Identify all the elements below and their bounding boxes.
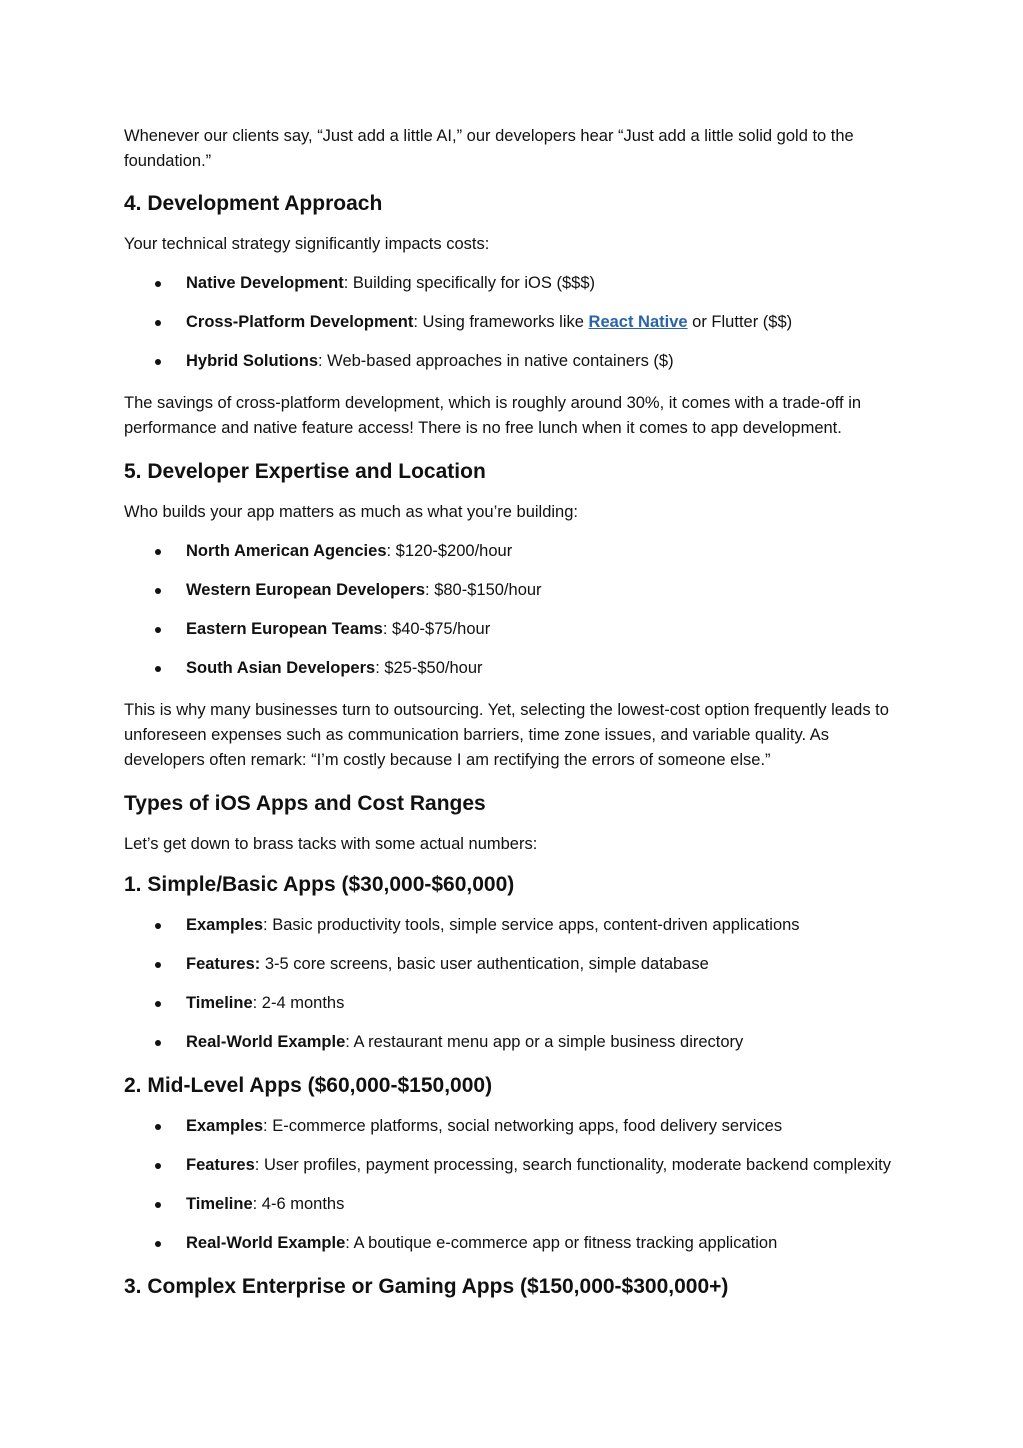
section-lead: Your technical strategy significantly impacts costs: — [124, 235, 490, 253]
list-item — [124, 656, 914, 681]
item-text: : $80-$150/hour — [425, 581, 542, 599]
bullet-icon — [155, 1124, 161, 1130]
bullet-icon — [155, 1040, 161, 1046]
list-item — [124, 991, 914, 1016]
bullet-icon — [155, 588, 161, 594]
item-label: Timeline — [186, 994, 253, 1012]
item-text: : E-commerce platforms, social networking apps, food delivery services — [263, 1117, 783, 1135]
item-text: : Using frameworks like — [413, 313, 589, 331]
list-item — [124, 913, 914, 938]
bullet-icon — [155, 1202, 161, 1208]
intro-paragraph: Whenever our clients say, “Just add a little AI,” our developers hear “Just add a little solid gold to the foundation.” — [124, 127, 854, 170]
section-heading-app-types: Types of iOS Apps and Cost Ranges — [124, 792, 486, 815]
list-item — [124, 349, 914, 374]
item-label: Examples — [186, 916, 264, 934]
section-heading-developer-expertise: 5. Developer Expertise and Location — [124, 460, 486, 483]
react-native-link[interactable]: React Native — [588, 313, 688, 331]
bullet-icon — [155, 1001, 161, 1007]
bullet-icon — [155, 320, 161, 326]
item-label: Western European Developers — [186, 581, 426, 599]
section-heading-mid-level-apps: 2. Mid-Level Apps ($60,000-$150,000) — [124, 1074, 493, 1097]
section-lead: Let’s get down to brass tacks with some actual numbers: — [124, 835, 538, 853]
item-text: : User profiles, payment processing, search functionality, moderate backend complexity — [254, 1156, 891, 1174]
list-item — [124, 1030, 914, 1055]
item-label: North American Agencies — [186, 542, 387, 560]
item-text: : Basic productivity tools, simple service apps, content-driven applications — [263, 916, 800, 934]
item-text: or Flutter ($$) — [687, 313, 793, 331]
item-label: Hybrid Solutions — [186, 352, 318, 370]
item-text: : $40-$75/hour — [382, 620, 491, 638]
bullet-list — [124, 271, 914, 374]
section-paragraph: This is why many businesses turn to outsourcing. Yet, selecting the lowest-cost option frequently leads to unforeseen expenses such as communication barriers, time zone issues, and variable quality. As developers often remark: “I’m costly because I am rectifying the errors of someone else.” — [124, 701, 889, 769]
item-label: South Asian Developers — [186, 659, 376, 677]
list-item — [124, 952, 914, 977]
item-text: : Web-based approaches in native containers ($) — [318, 352, 674, 370]
bullet-icon — [155, 666, 161, 672]
item-label: Features — [186, 1156, 255, 1174]
bullet-icon — [155, 923, 161, 929]
list-item — [124, 617, 914, 642]
list-item — [124, 1153, 914, 1178]
document-content — [124, 124, 914, 1301]
item-text: : 4-6 months — [252, 1195, 345, 1213]
item-label: Real-World Example — [186, 1234, 346, 1252]
list-item — [124, 310, 914, 335]
section-heading-development-approach: 4. Development Approach — [124, 192, 383, 215]
section-heading-simple-apps: 1. Simple/Basic Apps ($30,000-$60,000) — [124, 873, 515, 896]
item-text: : $120-$200/hour — [386, 542, 513, 560]
item-label: Native Development — [186, 274, 344, 292]
list-item — [124, 1114, 914, 1139]
bullet-icon — [155, 359, 161, 365]
list-item — [124, 1231, 914, 1256]
item-label: Eastern European Teams — [186, 620, 383, 638]
bullet-icon — [155, 627, 161, 633]
bullet-icon — [155, 549, 161, 555]
item-text: : $25-$50/hour — [375, 659, 483, 677]
item-text: : 2-4 months — [252, 994, 345, 1012]
bullet-icon — [155, 962, 161, 968]
bullet-icon — [155, 1241, 161, 1247]
bullet-list — [124, 539, 914, 681]
item-text: 3-5 core screens, basic user authentication, simple database — [260, 955, 709, 973]
bullet-icon — [155, 1163, 161, 1169]
item-text: : A restaurant menu app or a simple business directory — [345, 1033, 744, 1051]
section-lead: Who builds your app matters as much as what you’re building: — [124, 503, 578, 521]
bullet-icon — [155, 281, 161, 287]
item-text: : A boutique e-commerce app or fitness tracking application — [345, 1234, 778, 1252]
bullet-list — [124, 913, 914, 1055]
item-label: Examples — [186, 1117, 264, 1135]
item-label: Cross-Platform Development — [186, 313, 414, 331]
section-paragraph: The savings of cross-platform development, which is roughly around 30%, it comes with a trade-off in performance and native feature access! There is no free lunch when it comes to app development. — [124, 394, 862, 437]
item-label: Real-World Example — [186, 1033, 346, 1051]
item-label: Features: — [186, 955, 261, 973]
list-item — [124, 539, 914, 564]
item-label: Timeline — [186, 1195, 253, 1213]
section-heading-complex-apps: 3. Complex Enterprise or Gaming Apps ($150,000-$300,000+) — [124, 1275, 729, 1298]
list-item — [124, 1192, 914, 1217]
list-item — [124, 271, 914, 296]
list-item — [124, 578, 914, 603]
bullet-list — [124, 1114, 914, 1256]
item-text: : Building specifically for iOS ($$$) — [343, 274, 595, 292]
